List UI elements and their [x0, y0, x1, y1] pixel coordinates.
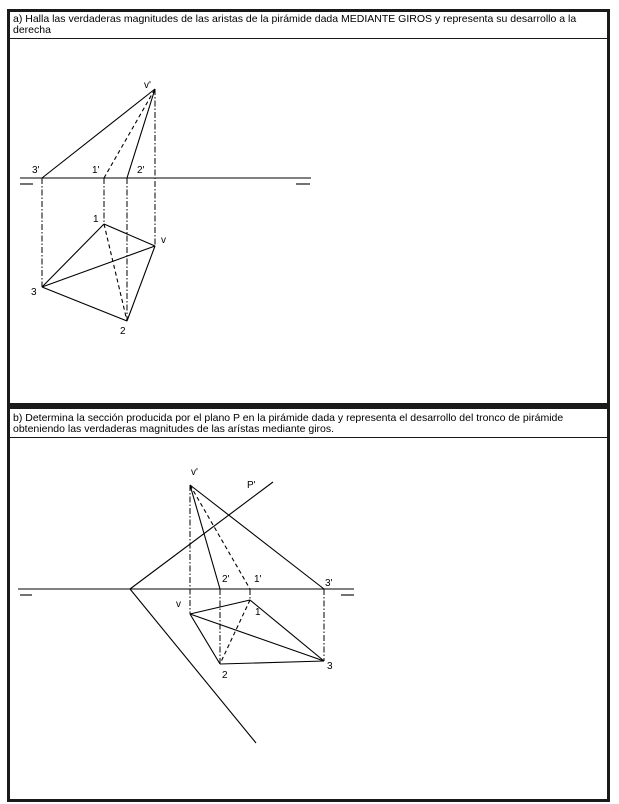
b-edge-23-plan: [220, 661, 324, 664]
a-edge-23-plan: [42, 287, 127, 321]
a-label-1: 1: [93, 214, 99, 225]
a-edge-v2-plan: [127, 246, 155, 321]
b-edge-12-plan: [220, 600, 250, 664]
b-label-2-prime: 2': [222, 574, 230, 585]
a-edge-12-plan: [104, 224, 127, 321]
a-label-v-prime: v': [144, 80, 151, 91]
b-label-2: 2: [222, 670, 228, 681]
exercise-a-prompt: a) Halla las verdaderas magnitudes de las aristas de la pirámide dada MEDIANTE GIROS y representa su desarrollo a la derecha: [13, 13, 577, 36]
a-label-2: 2: [120, 326, 126, 337]
b-plane-p-horizontal-trace: [130, 589, 256, 743]
b-label-plane-p: P': [247, 480, 256, 491]
a-edge-31-plan: [42, 224, 104, 287]
b-label-1: 1: [255, 607, 261, 618]
b-label-v: v: [176, 599, 181, 610]
b-label-1-prime: 1': [254, 574, 262, 585]
b-edge-13-plan: [250, 600, 324, 661]
b-edge-v3-plan: [190, 614, 324, 661]
exercise-b-drawing: [18, 467, 354, 743]
exercise-a-drawing: [20, 80, 311, 337]
a-label-3: 3: [31, 287, 37, 298]
b-label-3: 3: [327, 661, 333, 672]
a-label-v: v: [161, 235, 166, 246]
a-label-3-prime: 3': [32, 165, 40, 176]
b-edge-v2-elevation: [190, 485, 220, 589]
a-label-2-prime: 2': [137, 165, 145, 176]
b-label-v-prime: v': [191, 467, 198, 478]
b-label-3-prime: 3': [325, 578, 333, 589]
a-edge-v1-elevation: [104, 89, 155, 178]
b-plane-p-vertical-trace: [130, 482, 273, 589]
exercise-b-prompt: b) Determina la sección producida por el plano P en la pirámide dada y representa el desarrollo del tronco de pirámide obteniendo las verdaderas magnitudes de las arístas mediante giros.: [13, 412, 564, 435]
a-edge-1v-plan: [104, 224, 155, 246]
a-label-1-prime: 1': [92, 165, 100, 176]
a-edge-3v-plan: [42, 246, 155, 287]
b-edge-v2-plan: [190, 614, 220, 664]
